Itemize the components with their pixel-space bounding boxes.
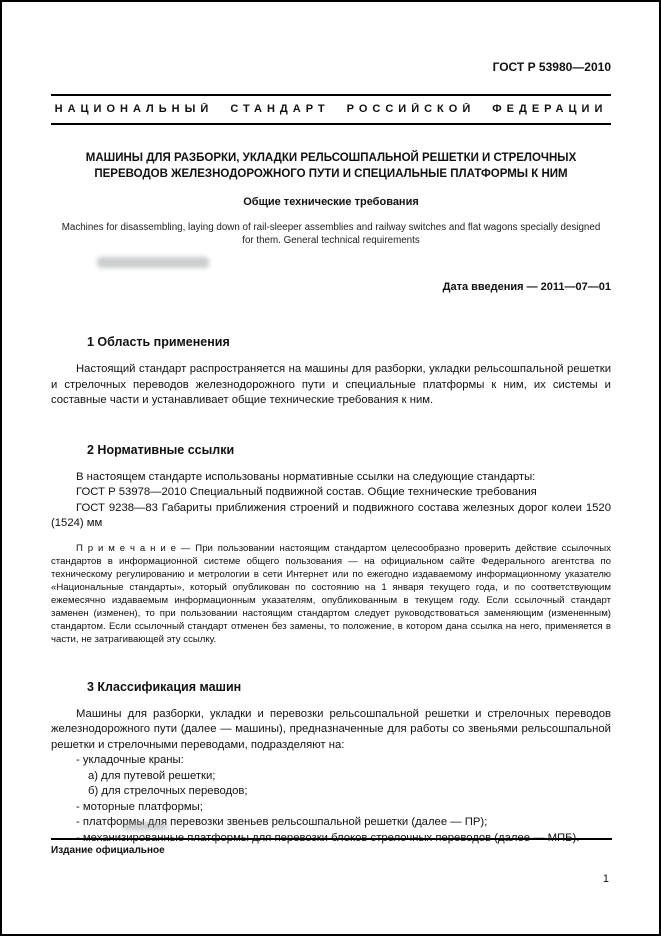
national-standard-title: НАЦИОНАЛЬНЫЙ СТАНДАРТ РОССИЙСКОЙ ФЕДЕРАЦИИ bbox=[54, 103, 608, 115]
classification-list bbox=[51, 753, 611, 846]
section-1-heading: 1 Область применения bbox=[87, 335, 230, 349]
official-edition-label: Издание официальное bbox=[51, 845, 165, 856]
list-item: - платформы для перевозки звеньев рельсошпальной решетки (далее — ПР); bbox=[76, 816, 488, 828]
reference-gost-9238: ГОСТ 9238—83 Габариты приближения строений и подвижного состава железных дорог колеи 1520 (1524) мм bbox=[51, 501, 611, 529]
list-item: б) для стрелочных переводов; bbox=[88, 785, 248, 797]
document-title-english: Machines for disassembling, laying down of rail-sleeper assemblies and railway switches and flat wagons specially designed for them. General technical requirements bbox=[61, 222, 601, 246]
section-2-paragraph: В настоящем стандарте использованы нормативные ссылки на следующие стандарты: bbox=[76, 470, 536, 483]
page-number: 1 bbox=[602, 873, 609, 885]
national-standard-banner bbox=[51, 94, 611, 125]
scan-smudge bbox=[122, 822, 168, 830]
section-3-paragraph: Машины для разборки, укладки и перевозки рельсошпальной решетки и стрелочных переводов железнодорожного пути (далее — машины), предназначенные для работы со звеньями рельсошпальной решетки и стрелочными переводами, подразделяют на: bbox=[51, 707, 611, 751]
list-item: - укладочные краны: bbox=[76, 754, 184, 766]
scan-artifact-row bbox=[51, 247, 611, 275]
section-2-heading: 2 Нормативные ссылки bbox=[87, 442, 235, 457]
introduction-date: Дата введения — 2011—07—01 bbox=[442, 281, 611, 293]
list-item: а) для путевой решетки; bbox=[88, 769, 216, 782]
document-subtitle: Общие технические требования bbox=[243, 196, 419, 208]
scan-smudge bbox=[97, 257, 209, 268]
list-item: - моторные платформы; bbox=[76, 800, 203, 813]
footer-rule bbox=[51, 838, 612, 840]
section-1-paragraph: Настоящий стандарт распространяется на машины для разборки, укладки рельсошпальной решетки и стрелочных переводов железнодорожного пути и специальные платформы к ним, их системы и составные части и устанавливает общие технические требования к ним. bbox=[51, 363, 611, 406]
section-3-heading: 3 Классификация машин bbox=[87, 679, 242, 694]
reference-gost-53978: ГОСТ Р 53978—2010 Специальный подвижной состав. Общие технические требования bbox=[76, 486, 537, 498]
section-2-note: П р и м е ч а н и е — При пользовании настоящим стандартом целесообразно проверить действие ссылочных стандартов в информационной системе общего пользования — на официальном сайте Федерального агентства по техническому регулированию и метрологии в сети Интернет или по ежегодно издаваемому информационному указателю «Национальные стандарты», который опубликован по состоянию на 1 января текущего года, и по соответствующим ежемесячно издаваемым информационным указателям, опубликованным в текущем году. Если ссылочный стандарт заменен (изменен), то при пользовании настоящим стандартом следует руководствоваться заменяющим (измененным) стандартом. Если ссылочный стандарт отменен без замены, то положение, в котором дана ссылка на него, применяется в части, не затрагивающей эту ссылку. bbox=[51, 542, 611, 645]
list-item: - механизированные платформы для перевозки блоков стрелочных переводов (далее — МПБ). bbox=[76, 831, 580, 844]
document-title: МАШИНЫ ДЛЯ РАЗБОРКИ, УКЛАДКИ РЕЛЬСОШПАЛЬНОЙ РЕШЕТКИ И СТРЕЛОЧНЫХ ПЕРЕВОДОВ ЖЕЛЕЗНОДОРОЖНОГО ПУТИ И СПЕЦИАЛЬНЫЕ ПЛАТФОРМЫ К НИМ bbox=[85, 152, 577, 180]
doc-number: ГОСТ Р 53980—2010 bbox=[492, 60, 611, 74]
